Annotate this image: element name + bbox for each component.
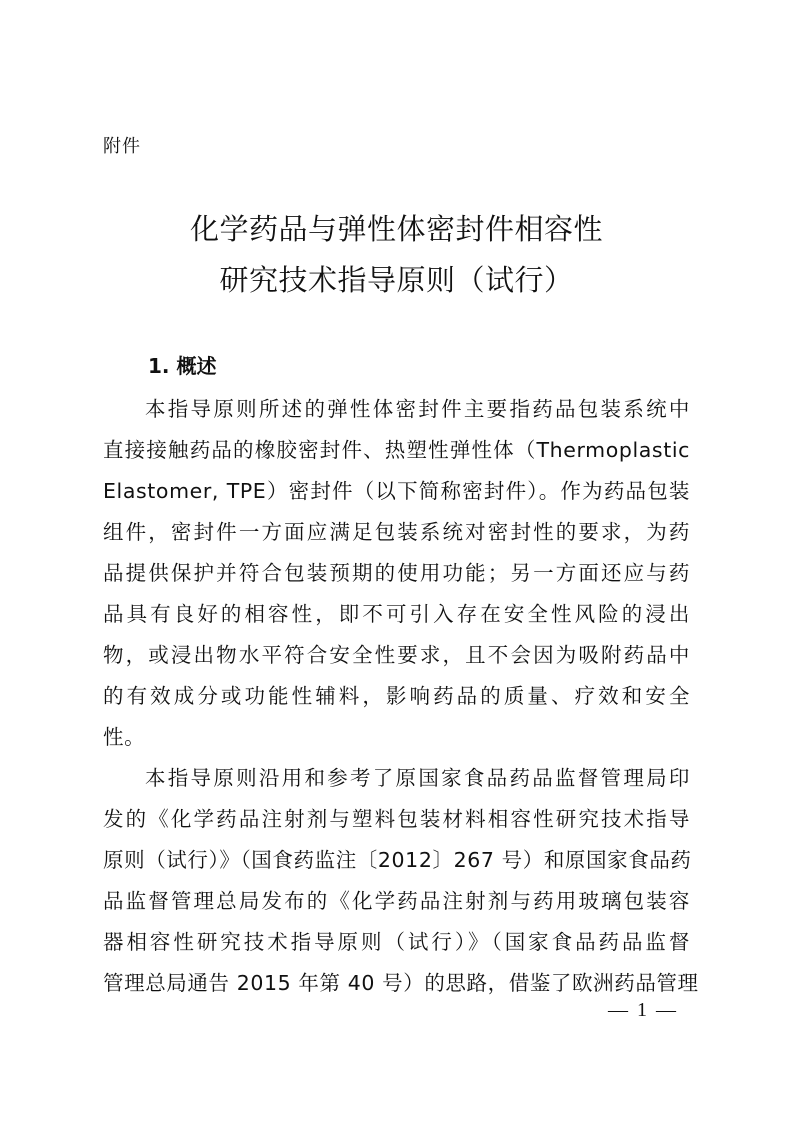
document-title-line-2: 研究技术指导原则（试行） (219, 263, 574, 297)
body-line: 的有效成分或功能性辅料，影响药品的质量、疗效和安全 (103, 684, 690, 708)
body-line: Elastomer, TPE）密封件（以下简称密封件）。作为药品包装 (103, 479, 690, 503)
body-line: 原则（试行）》（国食药监注〔2012〕267 号）和原国家食品药 (103, 848, 692, 872)
body-line: 物，或浸出物水平符合安全性要求，且不会因为吸附药品中 (103, 643, 690, 667)
attachment-label: 附件 (103, 136, 141, 157)
body-line: 品具有良好的相容性，即不可引入存在安全性风险的浸出 (103, 602, 690, 626)
body-line: 器相容性研究技术指导原则（试行）》（国家食品药品监督 (103, 930, 690, 954)
body-line: 品监督管理总局发布的《化学药品注射剂与药用玻璃包装容 (103, 889, 690, 913)
document-title-line-1: 化学药品与弹性体密封件相容性 (189, 212, 603, 246)
body-line: 直接接触药品的橡胶密封件、热塑性弹性体（Thermoplastic (103, 438, 690, 462)
body-line: 管理总局通告 2015 年第 40 号）的思路，借鉴了欧洲药品管理 (103, 971, 699, 995)
body-line: 性。 (103, 725, 146, 749)
body-line: 组件，密封件一方面应满足包装系统对密封性的要求，为药 (103, 520, 690, 544)
page-number: — 1 — (608, 999, 678, 1021)
body-line: 发的《化学药品注射剂与塑料包装材料相容性研究技术指导 (103, 807, 690, 831)
body-line: 品提供保护并符合包装预期的使用功能；另一方面还应与药 (103, 561, 690, 585)
body-line: 本指导原则所述的弹性体密封件主要指药品包装系统中 (145, 397, 690, 421)
section-heading: 1. 概述 (148, 354, 217, 378)
body-line: 本指导原则沿用和参考了原国家食品药品监督管理局印 (145, 766, 690, 790)
